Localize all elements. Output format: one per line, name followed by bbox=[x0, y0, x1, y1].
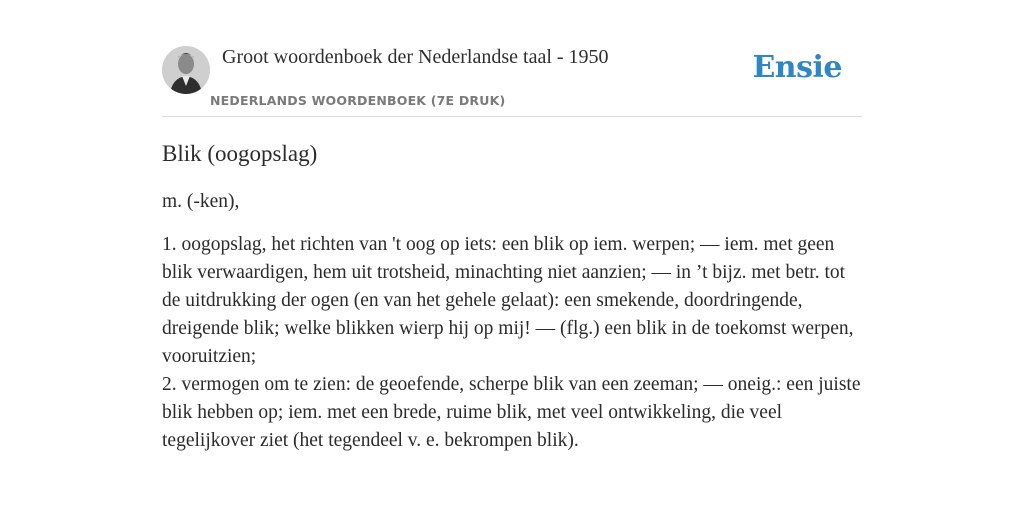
definition-1: 1. oogopslag, het richten van 't oog op iets: een blik op iem. werpen; — iem. met geen blik verwaardigen, hem uit trotsheid, minachting niet aanzien; — in ’t bijz. met betr. tot de uitdrukking der ogen (en van het gehele gelaat): een smekende, doordringende, dreigende blik; welke blikken wierp hij op mij! — (flg.) een blik in de toekomst werpen, vooruitzien; bbox=[162, 234, 854, 367]
source-header bbox=[162, 44, 862, 117]
source-title[interactable]: Groot woordenboek der Nederlandse taal - 1950 bbox=[222, 46, 609, 68]
portrait-photo-icon bbox=[162, 46, 210, 94]
entry-card bbox=[162, 44, 862, 455]
entry-definitions bbox=[162, 231, 862, 455]
entry-title: Blik (oogopslag) bbox=[162, 141, 318, 166]
author-avatar[interactable] bbox=[162, 46, 210, 94]
entry-grammar: m. (-ken), bbox=[162, 191, 240, 212]
ensie-logo[interactable]: Ensie bbox=[752, 50, 842, 85]
source-subtitle[interactable]: NEDERLANDS WOORDENBOEK (7E DRUK) bbox=[210, 93, 506, 108]
definition-2: 2. vermogen om te zien: de geoefende, scherpe blik van een zeeman; — oneig.: een juiste blik hebben op; iem. met een brede, ruime blik, met veel ontwikkeling, die veel tegelijkover ziet (het tegendeel v. e. bekrompen blik). bbox=[162, 374, 861, 451]
